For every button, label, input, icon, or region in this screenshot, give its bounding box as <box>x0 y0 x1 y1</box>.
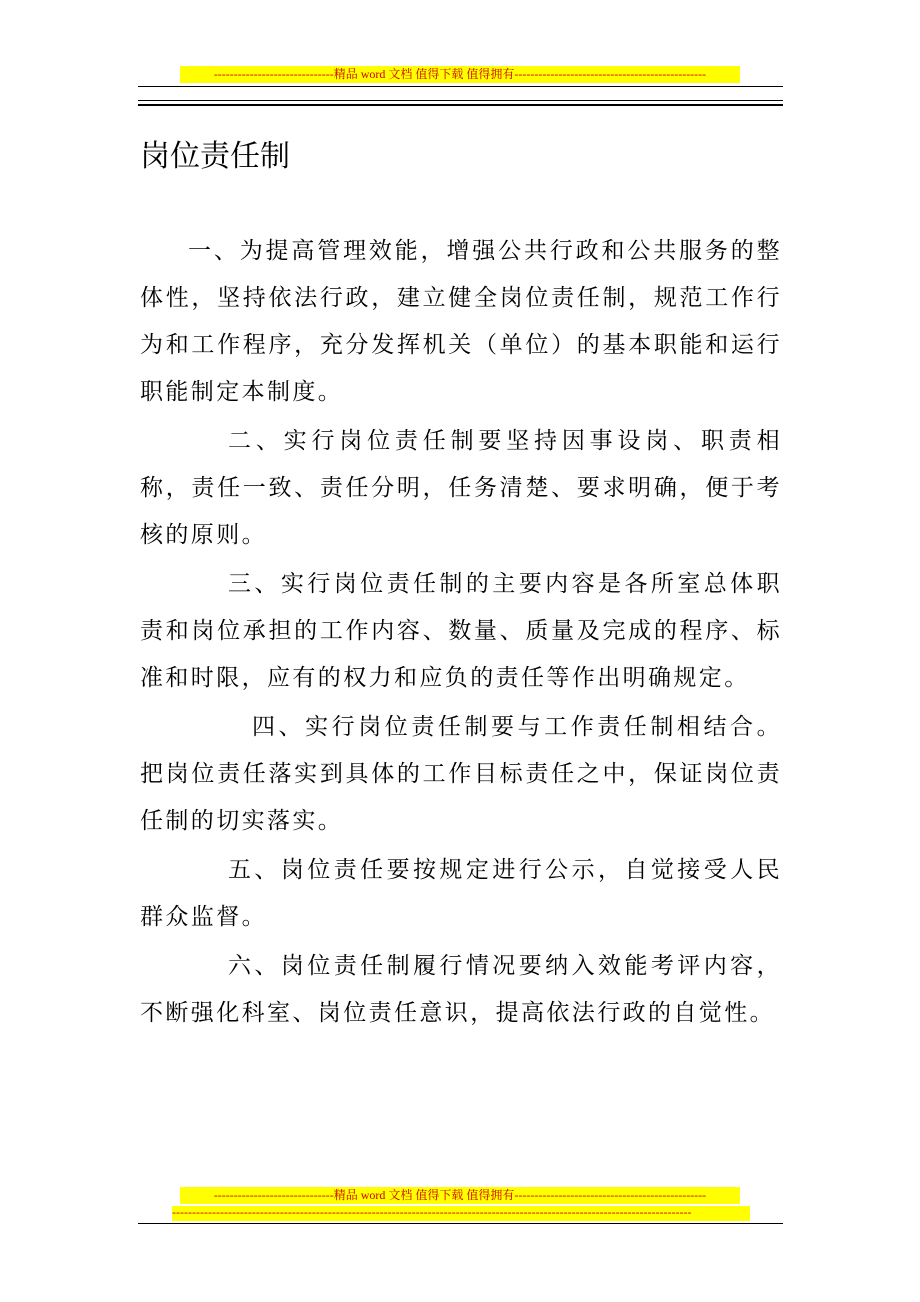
paragraph-3: 三、实行岗位责任制的主要内容是各所室总体职责和岗位承担的工作内容、数量、质量及完成的程序、标准和时限，应有的权力和应负的责任等作出明确规定。 <box>140 571 782 691</box>
paragraph-6: 六、岗位责任制履行情况要纳入效能考评内容，不断强化科室、岗位责任意识，提高依法行政的自觉性。 <box>140 953 782 1026</box>
document-title: 岗位责任制 <box>140 139 290 174</box>
paragraph-1: 一、为提高管理效能，增强公共行政和公共服务的整体性，坚持依法行政，建立健全岗位责任制，规范工作行为和工作程序，充分发挥机关（单位）的基本职能和运行职能制定本制度。 <box>140 238 782 405</box>
footer-dash-line: ---------------------------------------------------------------------------------------------------------------------------------- <box>172 1206 750 1221</box>
paragraph-2: 二、实行岗位责任制要坚持因事设岗、职责相称，责任一致、责任分明，任务清楚、要求明确，便于考核的原则。 <box>140 428 782 548</box>
header-double-rule-upper <box>138 100 783 101</box>
paragraph-5: 五、岗位责任要按规定进行公示，自觉接受人民群众监督。 <box>140 857 782 930</box>
footer-banner: ------------------------------精品 word 文档 值得下载 值得拥有------------------------------------------------ <box>180 1187 740 1204</box>
paragraph-4: 四、实行岗位责任制要与工作责任制相结合。把岗位责任落实到具体的工作目标责任之中，保证岗位责任制的切实落实。 <box>140 714 782 834</box>
document-body <box>140 228 782 1039</box>
header-banner: ------------------------------精品 word 文档 值得下载 值得拥有------------------------------------------------ <box>180 66 740 83</box>
header-rule <box>138 86 783 87</box>
footer-rule <box>138 1223 783 1224</box>
header-double-rule-lower <box>138 104 783 106</box>
